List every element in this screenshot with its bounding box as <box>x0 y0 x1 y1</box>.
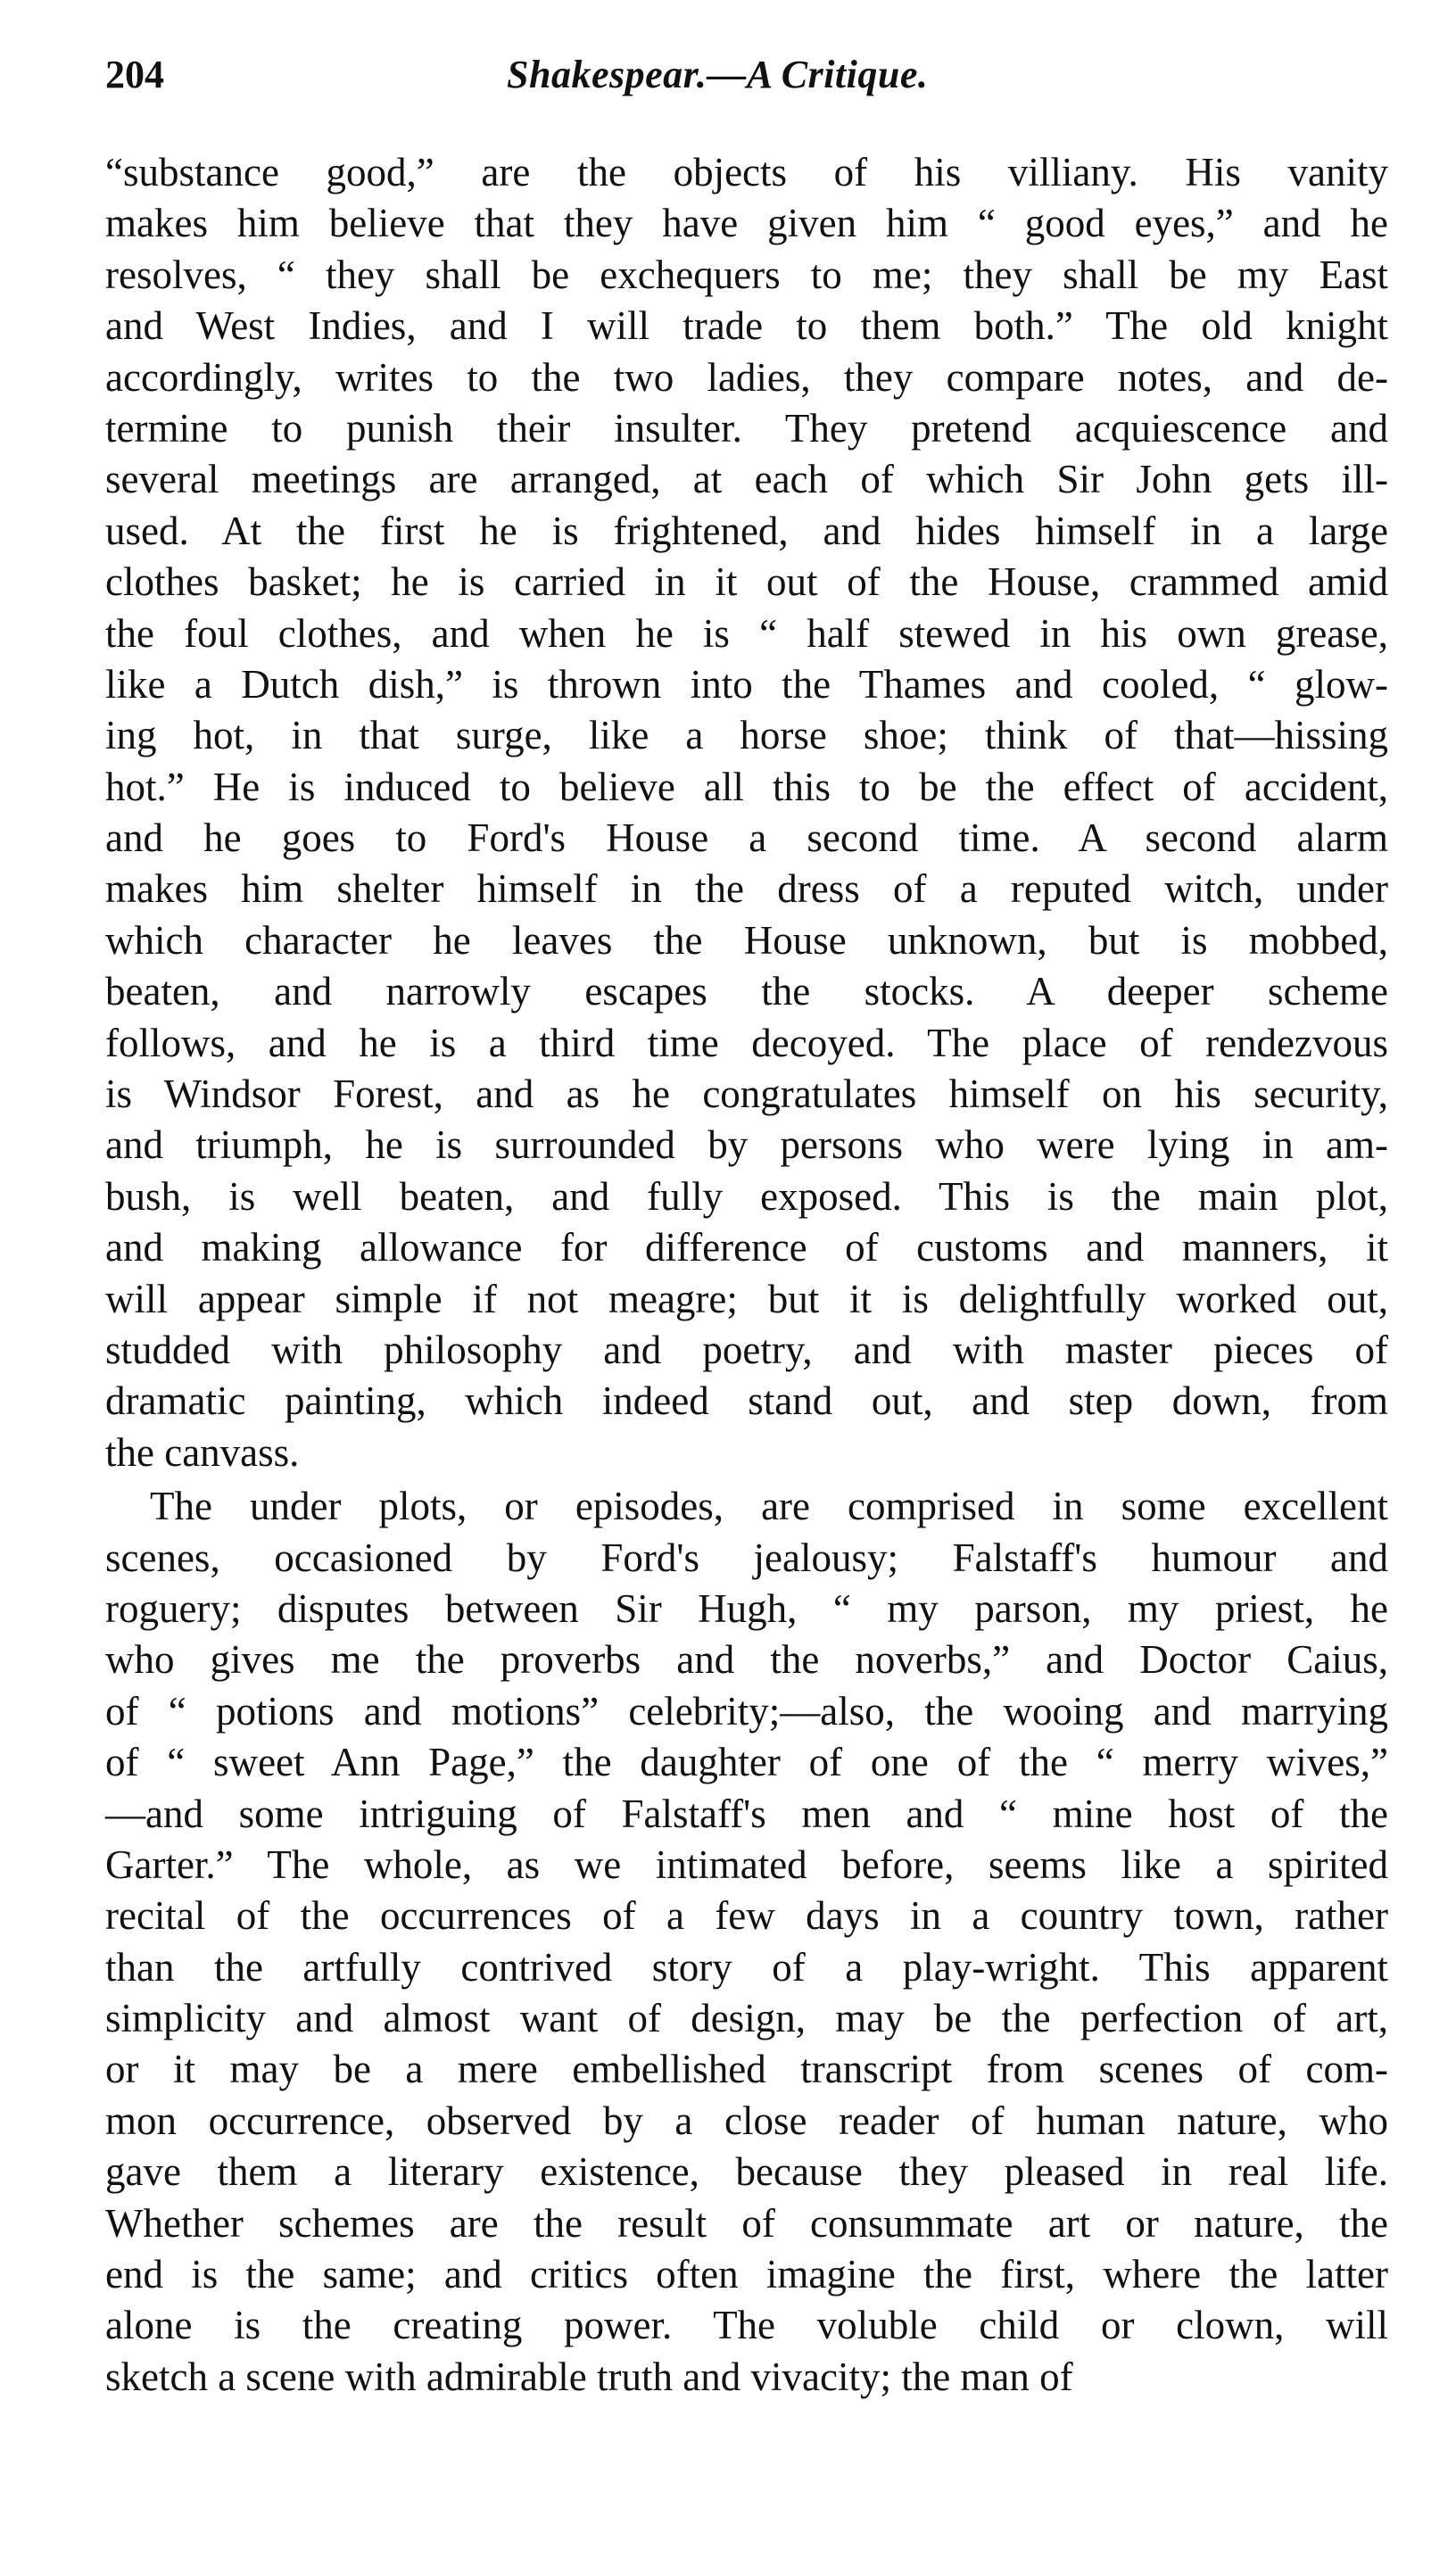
text-line: sketch a scene with admirable truth and vivacity; the man of <box>105 2354 1073 2399</box>
text-line: accordingly, writes to the two ladies, they compare notes, and de- <box>105 354 1388 400</box>
text-line: roguery; disputes between Sir Hugh, “ my parson, my priest, he <box>105 1585 1388 1631</box>
text-line: and he goes to Ford's House a second time. A second alarm <box>105 815 1388 861</box>
text-line: makes him believe that they have given him “ good eyes,” and he <box>105 201 1388 246</box>
paragraph <box>105 147 1388 1478</box>
text-line: termine to punish their insulter. They pretend acquiescence and <box>105 405 1388 451</box>
paragraph <box>105 1481 1388 2403</box>
running-title: Shakespear.—A Critique. <box>507 53 929 96</box>
text-line: will appear simple if not meagre; but it is delightfully worked out, <box>105 1276 1388 1321</box>
text-line: which character he leaves the House unknown, but is mobbed, <box>105 917 1388 963</box>
text-line: Garter.” The whole, as we intimated before, seems like a spirited <box>105 1841 1388 1887</box>
text-line: the foul clothes, and when he is “ half stewed in his own grease, <box>105 610 1388 656</box>
page-number: 204 <box>105 53 164 96</box>
body-text <box>105 147 1388 2403</box>
text-line: hot.” He is induced to believe all this to be the effect of accident, <box>105 764 1388 809</box>
text-line: the canvass. <box>105 1429 300 1475</box>
text-line: ing hot, in that surge, like a horse shoe; think of that—hissing <box>105 713 1388 758</box>
text-line: of “ sweet Ann Page,” the daughter of one of the “ merry wives,” <box>105 1740 1388 1785</box>
text-line: like a Dutch dish,” is thrown into the Thames and cooled, “ glow- <box>105 661 1388 707</box>
text-line: recital of the occurrences of a few days in a country town, rather <box>105 1893 1388 1939</box>
text-line: scenes, occasioned by Ford's jealousy; Falstaff's humour and <box>105 1535 1388 1580</box>
text-line: used. At the first he is frightened, and hides himself in a large <box>105 508 1388 553</box>
text-line: resolves, “ they shall be exchequers to me; they shall be my East <box>105 252 1388 297</box>
text-line: than the artfully contrived story of a play-wright. This apparent <box>105 1944 1388 1990</box>
text-line: simplicity and almost want of design, may be the perfection of art, <box>105 1996 1388 2041</box>
text-line: follows, and he is a third time decoyed. The place of rendezvous <box>105 1020 1388 1065</box>
text-line: “substance good,” are the objects of his villiany. His vanity <box>105 150 1388 194</box>
text-line: mon occurrence, observed by a close reader of human nature, who <box>105 2098 1388 2143</box>
page-header <box>105 52 1390 105</box>
text-line: or it may be a mere embellished transcript from scenes of com- <box>105 2047 1388 2092</box>
text-line: —and some intriguing of Falstaff's men and “ mine host of the <box>105 1791 1388 1836</box>
text-line: and West Indies, and I will trade to them both.” The old knight <box>105 303 1388 349</box>
text-line: Whether schemes are the result of consummate art or nature, the <box>105 2200 1388 2246</box>
text-line: beaten, and narrowly escapes the stocks. A deeper scheme <box>105 969 1388 1014</box>
text-line: studded with philosophy and poetry, and with master pieces of <box>105 1327 1388 1372</box>
text-line: alone is the creating power. The voluble child or clown, will <box>105 2303 1388 2348</box>
text-line: who gives me the proverbs and the noverbs,” and Doctor Caius, <box>105 1637 1388 1683</box>
text-line: is Windsor Forest, and as he congratulates himself on his security, <box>105 1072 1388 1117</box>
text-line: The under plots, or episodes, are comprised in some excellent <box>150 1484 1388 1529</box>
text-line: of “ potions and motions” celebrity;—also, the wooing and marrying <box>105 1688 1388 1734</box>
text-line: several meetings are arranged, at each of which Sir John gets ill- <box>105 457 1388 502</box>
text-line: bush, is well beaten, and fully exposed. This is the main plot, <box>105 1173 1388 1219</box>
text-line: clothes basket; he is carried in it out of the House, crammed amid <box>105 559 1388 605</box>
text-line: makes him shelter himself in the dress of a reputed witch, under <box>105 866 1388 912</box>
text-line: and making allowance for difference of customs and manners, it <box>105 1225 1388 1270</box>
text-line: dramatic painting, which indeed stand out, and step down, from <box>105 1378 1388 1424</box>
text-line: gave them a literary existence, because they pleased in real life. <box>105 2149 1388 2195</box>
text-line: end is the same; and critics often imagine the first, where the latter <box>105 2252 1388 2297</box>
text-line: and triumph, he is surrounded by persons who were lying in am- <box>105 1122 1388 1168</box>
